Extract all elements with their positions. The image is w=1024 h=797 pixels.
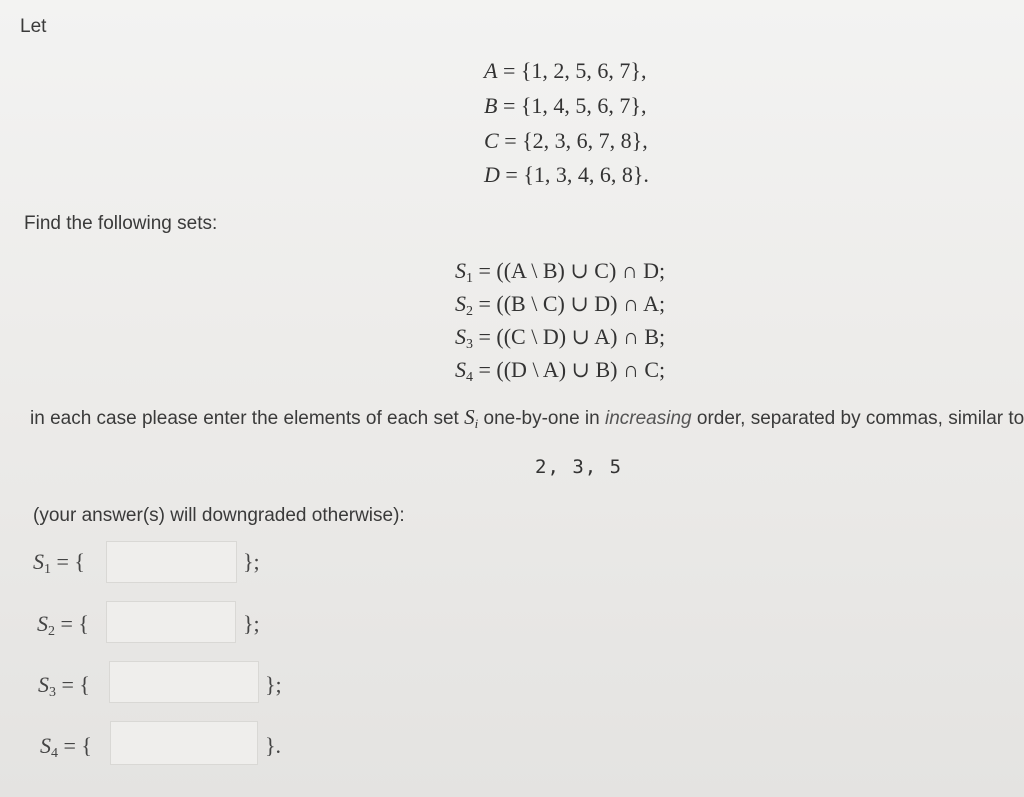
example-answer: 2, 3, 5 xyxy=(535,456,623,478)
set-value: {1, 3, 4, 6, 8}. xyxy=(523,162,649,187)
set-def-a: A = {1, 2, 5, 6, 7}, xyxy=(484,58,647,83)
answer-label-s3: $S_3$ = { xyxy=(38,672,90,700)
answer-input-s2[interactable] xyxy=(106,601,236,643)
formula-s1: $S_1 = ((A$ \ B) ∪ C) ∩ D; xyxy=(455,258,666,286)
set-value: {1, 4, 5, 6, 7}, xyxy=(520,93,647,118)
formula-s2: $S_2 = ((B$ \ C) ∪ D) ∩ A; xyxy=(455,291,666,319)
set-name: C xyxy=(484,128,499,153)
formula-s3: $S_3 = ((C$ \ D) ∪ A) ∩ B; xyxy=(455,324,666,352)
instructions-text: in each case please enter the elements of each set $S_i$ one-by-one in increasing order, separated by commas, similar to xyxy=(30,405,1024,431)
answer-label-s4: $S_4$ = { xyxy=(40,733,92,761)
set-name: B xyxy=(484,93,498,118)
formula-s4: $S_4 = ((D$ \ A) ∪ B) ∩ C; xyxy=(455,357,666,385)
answer-label-s2: $S_2$ = { xyxy=(37,611,89,639)
set-value: {2, 3, 6, 7, 8}, xyxy=(522,128,648,153)
set-value: {1, 2, 5, 6, 7}, xyxy=(520,58,647,83)
set-def-b: B = {1, 4, 5, 6, 7}, xyxy=(484,93,647,118)
intro-text: Let xyxy=(20,16,47,37)
answer-label-s1: $S_1$ = { xyxy=(33,549,85,577)
set-def-d: D = {1, 3, 4, 6, 8}. xyxy=(484,162,649,187)
answer-close-s1: }; xyxy=(243,549,260,574)
answer-close-s4: }. xyxy=(265,733,282,758)
find-label: Find the following sets: xyxy=(24,213,218,234)
answer-input-s4[interactable] xyxy=(110,721,258,765)
set-def-c: C = {2, 3, 6, 7, 8}, xyxy=(484,128,648,153)
answer-input-s1[interactable] xyxy=(106,541,237,583)
answer-close-s2: }; xyxy=(243,611,260,636)
set-name: A xyxy=(484,58,498,83)
warning-text: (your answer(s) will downgraded otherwise): xyxy=(33,505,405,526)
set-name: D xyxy=(484,162,500,187)
answer-close-s3: }; xyxy=(265,672,282,697)
answer-input-s3[interactable] xyxy=(109,661,259,703)
